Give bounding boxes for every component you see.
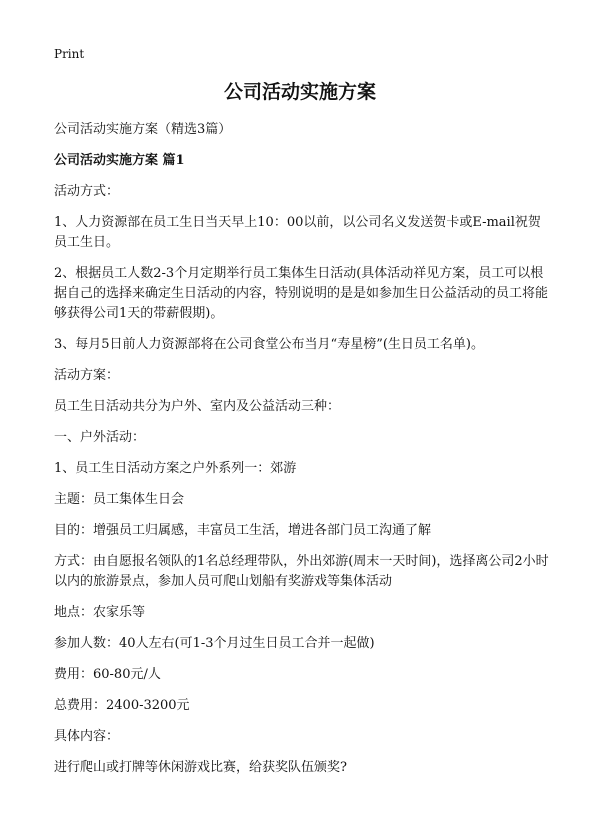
paragraph: 费用：60-80元/人 — [54, 667, 161, 682]
paragraph: 一、户外活动： — [54, 430, 146, 445]
document-subtitle: 公司活动实施方案（精选3篇） — [54, 122, 232, 137]
paragraph: 总费用：2400-3200元 — [54, 698, 190, 713]
paragraph: 2、根据员工人数2-3个月定期举行员工集体生日活动(具体活动祥见方案，员工可以根据自己的选择来确定生日活动的内容，特别说明的是是如参加生日公益活动的员工将能够获得公司1天的带薪假期)。 — [54, 266, 549, 321]
paragraph: 员工生日活动共分为户外、室内及公益活动三种： — [54, 399, 341, 414]
paragraph: 方式：由自愿报名领队的1名总经理带队，外出郊游(周末一天时间)，选择离公司2小时以内的旅游景点，参加人员可爬山划船有奖游戏等集体活动 — [54, 554, 549, 589]
paragraph: 1、人力资源部在员工生日当天早上10：00以前，以公司名义发送贺卡或E-mail祝贺员工生日。 — [54, 215, 541, 250]
paragraph: 活动方式： — [54, 184, 120, 199]
paragraph: 地点：农家乐等 — [54, 605, 146, 620]
paragraph: 具体内容： — [54, 729, 120, 744]
paragraph: 3、每月5日前人力资源部将在公司食堂公布当月“寿星榜”(生日员工名单)。 — [54, 337, 484, 352]
document-title: 公司活动实施方案 — [223, 81, 376, 103]
print-label: Print — [54, 47, 85, 61]
paragraph: 目的：增强员工归属感，丰富员工生活，增进各部门员工沟通了解 — [54, 523, 432, 538]
paragraph: 进行爬山或打牌等休闲游戏比赛，给获奖队伍颁奖? — [54, 760, 347, 775]
paragraph: 活动方案： — [54, 368, 120, 383]
paragraph: 主题：员工集体生日会 — [54, 492, 185, 507]
paragraph: 参加人数：40人左右(可1-3个月过生日员工合并一起做) — [54, 636, 375, 651]
section-heading: 公司活动实施方案 篇1 — [54, 153, 185, 168]
document-body — [54, 120, 549, 778]
paragraph: 1、员工生日活动方案之户外系列一：郊游 — [54, 461, 297, 476]
